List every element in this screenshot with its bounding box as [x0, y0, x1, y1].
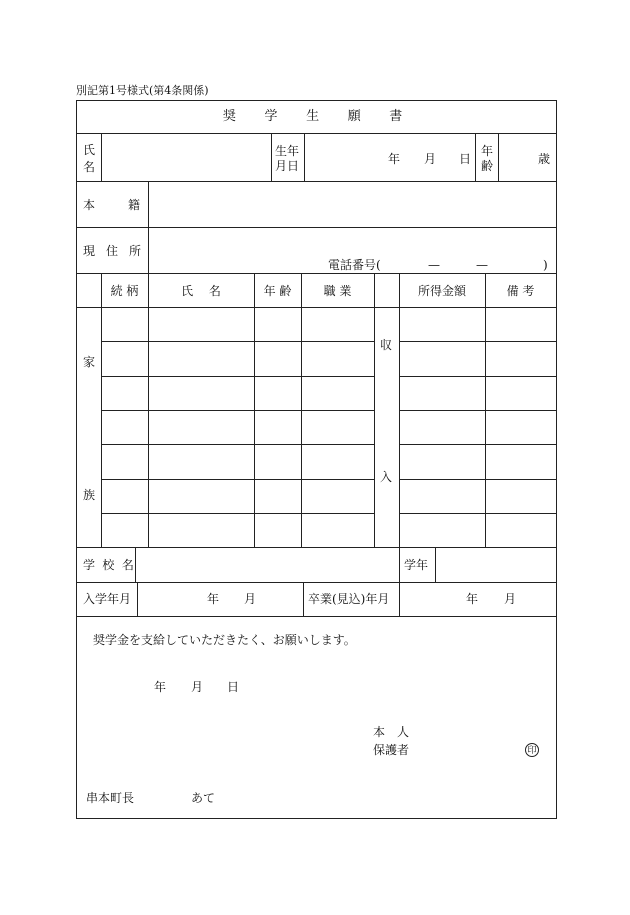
- addressee: 串本町長: [86, 791, 135, 805]
- request-text: 奨学金を支給していただきたく、お願いします。: [93, 633, 356, 647]
- birth-day-unit: 日: [459, 152, 472, 166]
- enroll-year-unit: 年: [207, 592, 220, 606]
- honseki-label-1: 本: [83, 198, 96, 212]
- enroll-month-unit: 月: [244, 592, 257, 606]
- phone-label: 電話番号(: [328, 258, 381, 272]
- col-remarks: 備 考: [506, 284, 535, 298]
- grade-label: 学年: [404, 558, 429, 572]
- request-date-day: 日: [227, 680, 240, 694]
- col-age: 年 齢: [263, 284, 292, 298]
- addressee-ate: あて: [191, 791, 216, 805]
- income-label-2: 入: [380, 470, 393, 484]
- address-label: 現 住 所: [83, 244, 145, 258]
- scholarship-application-form: [76, 100, 557, 819]
- family-label-1: 家: [83, 355, 96, 369]
- guardian-label: 保護者: [373, 743, 410, 757]
- phone-dash-2: —: [476, 258, 488, 272]
- school-name-label: 学 校 名: [83, 558, 136, 572]
- form-title: 奨 学 生 願 書: [222, 109, 411, 124]
- honseki-label-2: 籍: [128, 198, 141, 212]
- grad-month-unit: 月: [504, 592, 517, 606]
- birth-year-unit: 年: [388, 152, 401, 166]
- birth-label-1: 生年: [275, 144, 300, 158]
- school-name-field[interactable]: [137, 549, 397, 580]
- self-label: 本 人: [373, 725, 410, 739]
- applicant-name-field[interactable]: [103, 135, 269, 179]
- birth-month-unit: 月: [424, 152, 437, 166]
- family-label-2: 族: [83, 488, 96, 502]
- grad-year-unit: 年: [466, 592, 479, 606]
- phone-close: ): [543, 258, 548, 272]
- col-relation: 続 柄: [110, 284, 139, 298]
- grade-field[interactable]: [437, 549, 554, 580]
- birth-label-2: 月日: [275, 159, 300, 173]
- name-label-2: 名: [83, 160, 96, 174]
- name-label-1: 氏: [83, 143, 96, 157]
- seal-mark: 印: [525, 743, 539, 757]
- honseki-field[interactable]: [150, 183, 554, 225]
- col-income-amount: 所得金額: [417, 284, 466, 298]
- address-field[interactable]: [150, 229, 554, 255]
- phone-dash-1: —: [428, 258, 440, 272]
- col-job: 職 業: [323, 284, 352, 298]
- enroll-label: 入学年月: [83, 592, 132, 606]
- request-date-year: 年: [154, 680, 167, 694]
- age-label-2: 齢: [481, 159, 494, 173]
- age-unit: 歳: [538, 152, 551, 166]
- col-name: 氏 名: [181, 284, 221, 298]
- grad-label: 卒業(見込)年月: [308, 592, 390, 606]
- age-label-1: 年: [481, 144, 494, 158]
- income-label-1: 収: [380, 338, 393, 352]
- form-label: 別記第1号様式(第4条関係): [76, 84, 209, 97]
- request-date-month: 月: [191, 680, 204, 694]
